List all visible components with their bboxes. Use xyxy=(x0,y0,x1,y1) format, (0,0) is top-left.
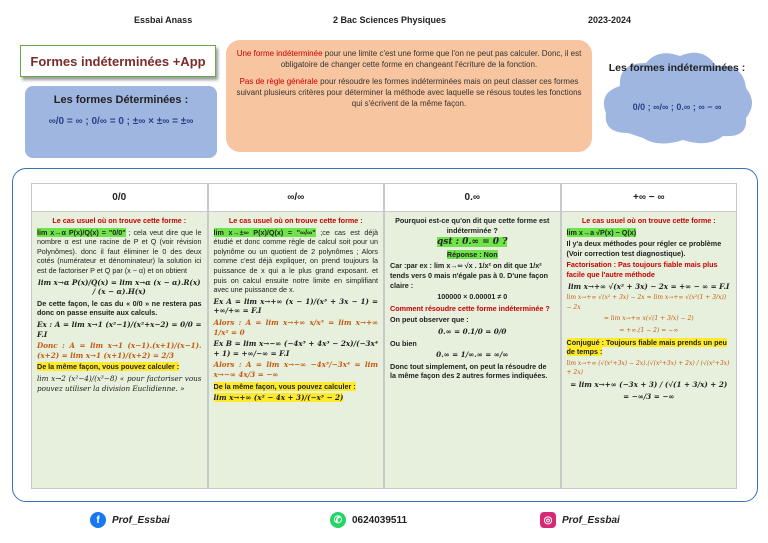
factorisation-example: lim x→+∞ √(x² + 3x) − 2x = +∞ − ∞ = F.I xyxy=(568,281,730,291)
example-a-solution: Donc : A = lim x→1 (x−1).(x+1)/(x−1).(x+2) = lim x→1 (x+1)/(x+2) = 2/3 xyxy=(37,341,202,360)
facebook-icon: f xyxy=(90,512,106,528)
column-zero-over-zero xyxy=(31,183,208,489)
exercise-prompt: De la même façon, vous pouvez calculer : xyxy=(37,362,180,372)
methods-text: Il y'a deux méthodes pour régler ce problème (Voir correction test diagnostique). xyxy=(566,239,722,258)
determined-forms-formulas: ∞/0 = ∞ ; 0/∞ = 0 ; ±∞ × ±∞ = ±∞ xyxy=(48,116,194,127)
footer-instagram[interactable] xyxy=(540,512,620,528)
whatsapp-number: 0624039511 xyxy=(352,514,408,526)
example-a: Ex A = lim x→+∞ (x − 1)/(x³ + 3x − 1) = +∞/+∞ = F.I xyxy=(213,296,378,316)
column-header: +∞ − ∞ xyxy=(562,184,737,212)
example-b: Ex B = lim x→−∞ (−4x⁵ + 4x³ − 2x)/(−3x⁴ + 1) = +∞/−∞ = F.I xyxy=(213,339,378,358)
factorized-limit: lim x→α P(x)/Q(x) = lim x→α (x − α).R(x) / (x − α).H(x) xyxy=(37,277,201,297)
document-title: Formes indéterminées +App xyxy=(20,45,216,77)
exercise-prompt: De la même façon, vous pouvez calculer : xyxy=(213,381,356,391)
class-level: 2 Bac Sciences Physiques xyxy=(333,15,447,25)
conjugate-result: = −∞/3 = −∞ xyxy=(623,391,675,401)
intro-p1-rest: pour une limite c'est une forme que l'on ne peut pas calculer. Donc, il est obligatoire de changer cette forme en changeant l'écriture de la fonction. xyxy=(280,49,582,69)
instagram-icon: ◎ xyxy=(540,512,556,528)
instagram-handle: Prof_Essbai xyxy=(562,514,620,526)
exercise-formula: lim x→+∞ (x² − 4x + 3)/(−x³ − 2) xyxy=(213,393,344,403)
answer-label: Réponse : Non xyxy=(446,249,498,259)
determined-forms-box xyxy=(25,86,217,158)
or-text: Ou bien xyxy=(390,338,417,348)
cloud-title: Les formes indéterminées : xyxy=(608,62,746,74)
factorisation-result: = +∞.(1 − 2) = −∞ xyxy=(619,326,679,334)
observe-text: On peut observer que : xyxy=(390,315,469,325)
column-inf-minus-inf xyxy=(561,183,738,489)
footer-facebook[interactable] xyxy=(90,512,170,528)
rewrite-zero-over-zero: 0.∞ = 0.1/0 = 0/0 xyxy=(438,326,507,336)
footer-whatsapp[interactable] xyxy=(330,512,407,528)
determined-forms-title: Les formes Déterminées : xyxy=(53,94,189,106)
usual-case-label: Le cas usuel où on trouve cette forme : xyxy=(228,216,363,225)
explanation-text: ;ce cas est déjà étudié et donc comme règle de calcul soit pour un polynôme ou un quotient de 2 polynômes ; Alors comme c'est déjà expliquer, on prend toujours la puissance de x qui a le plus grand exposant. et puis on calcul ensuite notre limite en simplifiant avec une puissance de x. xyxy=(213,227,378,295)
intro-box xyxy=(226,40,592,152)
conclusion-text: Donc tout simplement, on peut la résoudre de la même façon des 2 autres formes indiquées. xyxy=(390,361,548,381)
conclusion-text: De cette façon, le cas du « 0/0 » ne restera pas donc on passe ensuite aux calculs. xyxy=(37,298,202,318)
reason-text: Car :par ex : lim x→∞ √x . 1/x² on dit que 1/x² tends vers 0 mais n'égale pas à 0. D'une façon claire : xyxy=(390,261,549,290)
author-name: Essbai Anass xyxy=(134,15,193,25)
facebook-handle: Prof_Essbai xyxy=(112,514,170,526)
question-formula: qst : 0.∞ = 0 ? xyxy=(437,237,508,248)
factorisation-step1: lim x→+∞ √(x² + 3x) − 2x = lim x→+∞ √(x²(1 + 3/x)) − 2x xyxy=(566,294,727,311)
column-header: 0/0 xyxy=(32,184,207,212)
column-header: ∞/∞ xyxy=(209,184,384,212)
conjugate-step1: lim x→+∞ (√(x²+3x) − 2x).(√(x²+3x) + 2x) / (√(x²+3x) + 2x) xyxy=(566,359,730,377)
example-b-solution: Alors : A = lim x→−∞ −4x⁵/−3x⁴ = lim x→−∞ 4x/3 = −∞ xyxy=(213,360,378,379)
how-to-solve: Comment résoudre cette forme indéterminée ? xyxy=(390,303,550,313)
numeric-example: 100000 × 0.00001 ≠ 0 xyxy=(437,292,508,302)
column-inf-over-inf xyxy=(208,183,385,489)
explanation-text: ; cela veut dire que le nombre α est une racine de P et Q (voir révision Polynômes). donc il faut éliminer le 0 des deux cotés (numérateur et dénominateur) la solution ici est de factoriser P et Q par (x − α) et on obtient xyxy=(37,227,202,275)
example-a-solution: Alors : A = lim x→+∞ x/x³ = lim x→+∞ 1/x² = 0 xyxy=(213,317,378,337)
question-text: Pourquoi est-ce qu'on dit que cette forme est indéterminée ? xyxy=(395,216,550,235)
limit-formula: lim x→α P(x)/Q(x) = "0/0" xyxy=(37,227,126,237)
intro-p2-red: Pas de règle générale xyxy=(239,77,318,86)
whatsapp-icon: ✆ xyxy=(330,512,346,528)
intro-p1-red: Une forme indéterminée xyxy=(236,49,323,58)
exercise-formula: lim x→2 (x²−4)/(x³−8) « pour factoriser vous pouvez utiliser la division Euclidienne. » xyxy=(37,373,202,393)
limit-formula: lim x→±∞ P(x)/Q(x) = "∞/∞" xyxy=(213,227,316,237)
rewrite-inf-over-inf: 0.∞ = 1/∞.∞ = ∞/∞ xyxy=(436,350,509,360)
school-year: 2023-2024 xyxy=(588,15,632,25)
columns-grid xyxy=(31,183,737,489)
column-zero-times-inf xyxy=(384,183,561,489)
limit-formula: lim x→a √P(x) − Q(x) xyxy=(566,227,637,237)
conjugate-step2: = lim x→+∞ (−3x + 3) / (√(1 + 3/x) + 2) xyxy=(570,379,728,389)
intro-p2-rest: pour résoudre les formes indéterminées mais on peut classer ces formes suivant plusieurs critères pour déterminer la méthode avec laquelle se résous toutes les fonctions qui s'écrivent de la même façon. xyxy=(236,77,582,108)
conjugate-label: Conjugué : Toujours fiable mais prends un peu de temps : xyxy=(566,337,727,357)
example-a: Ex : A = lim x→1 (x²−1)/(x²+x−2) = 0/0 = F.I xyxy=(37,319,202,339)
usual-case-label: Le cas usuel où on trouve cette forme : xyxy=(52,216,187,225)
usual-case-label: Le cas usuel où on trouve cette forme : xyxy=(581,216,716,225)
column-header: 0.∞ xyxy=(385,184,560,212)
cloud-formulas: 0/0 ; ∞/∞ ; 0.∞ ; ∞ − ∞ xyxy=(632,102,722,112)
factorisation-label: Factorisation : Pas toujours fiable mais plus facile que l'autre méthode xyxy=(566,260,718,279)
factorisation-step2: = lim x→+∞ x(√(1 + 3/x) − 2) xyxy=(603,315,694,323)
